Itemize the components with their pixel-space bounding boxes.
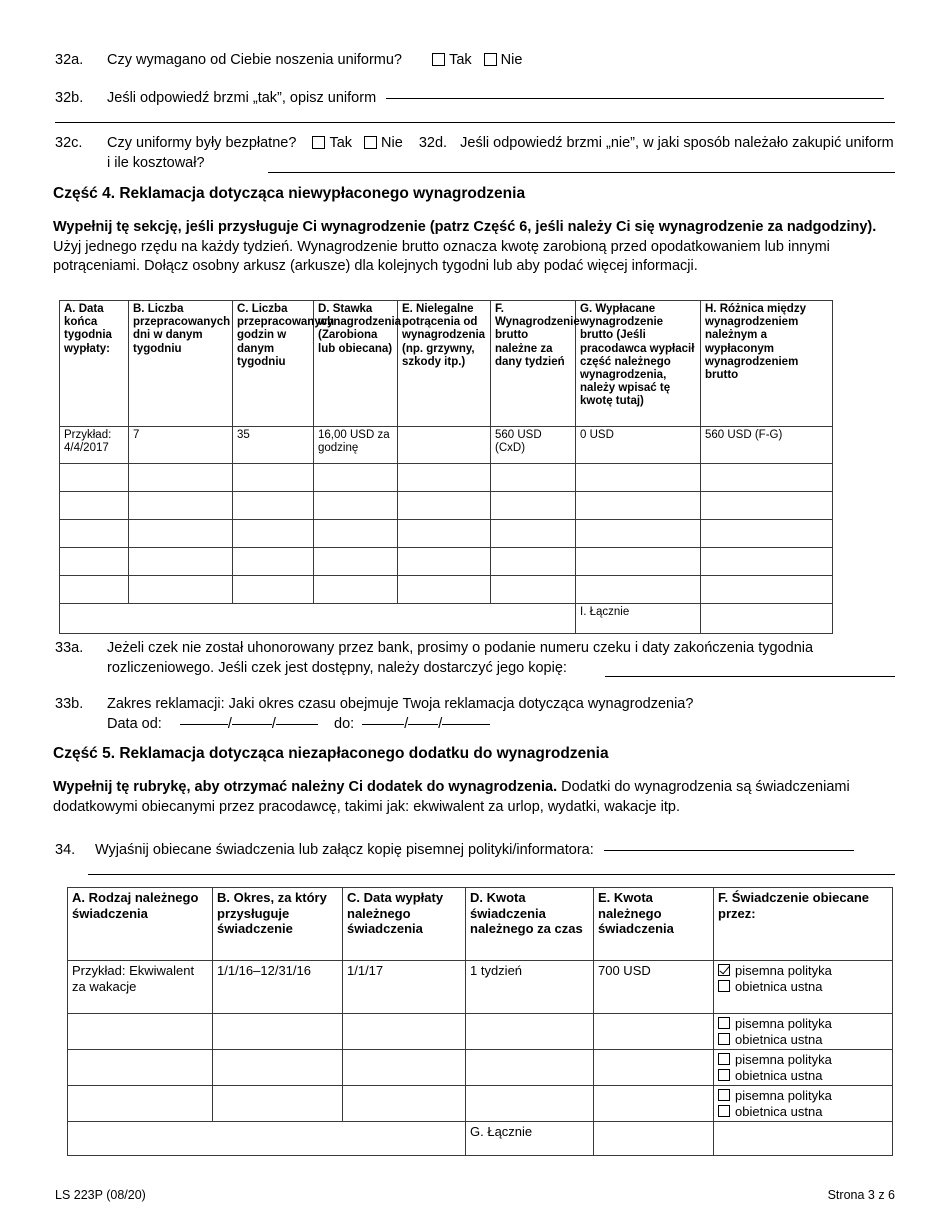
wage-example-a: Przykład: 4/4/2017 xyxy=(60,427,129,464)
date-to-year-input[interactable] xyxy=(442,724,490,725)
question-32d-number: 32d. xyxy=(418,135,448,151)
question-32b-input-line-2[interactable] xyxy=(55,122,895,123)
wage-cell[interactable] xyxy=(398,576,491,604)
wage-claim-table-row[interactable] xyxy=(60,492,833,520)
wage-cell[interactable] xyxy=(129,464,233,492)
checkbox-oral-promise-label: obietnica ustna xyxy=(735,1031,823,1047)
question-33b-body xyxy=(107,694,900,714)
question-32a-body xyxy=(107,50,895,70)
wage-col-h-header: H. Różnica między wynagrodzeniem należnym a wypłaconym wynagrodzeniem brutto xyxy=(701,301,833,427)
wage-cell[interactable] xyxy=(129,520,233,548)
wage-cell[interactable] xyxy=(491,492,576,520)
date-from-month-input[interactable] xyxy=(180,724,228,725)
supplement-cell[interactable] xyxy=(466,1050,594,1086)
supplement-col-c-header: C. Data wypłaty należnego świadczenia xyxy=(343,888,466,961)
supplement-total-label: G. Łącznie xyxy=(466,1122,594,1156)
supplement-example-period: 1/1/16–12/31/16 xyxy=(213,961,343,1014)
wage-claim-table-row[interactable] xyxy=(60,548,833,576)
supplement-col-a-header: A. Rodzaj należnego świadczenia xyxy=(68,888,213,961)
checkbox-oral-promise-label: obietnica ustna xyxy=(735,1103,823,1119)
question-33a-input-line[interactable] xyxy=(605,676,895,677)
supplement-cell[interactable] xyxy=(466,1014,594,1050)
supplement-example-row xyxy=(68,961,893,1014)
supplement-cell[interactable] xyxy=(466,1086,594,1122)
date-from-label: Data od: xyxy=(107,716,162,732)
checkbox-written-policy-label: pisemna polityka xyxy=(735,1016,832,1031)
wage-cell[interactable] xyxy=(398,464,491,492)
wage-cell[interactable] xyxy=(233,548,314,576)
question-32b-input-line[interactable] xyxy=(386,98,884,99)
wage-cell[interactable] xyxy=(398,520,491,548)
wage-claim-table-row[interactable] xyxy=(60,576,833,604)
question-32c-row xyxy=(55,133,900,173)
wage-cell[interactable] xyxy=(491,576,576,604)
checkbox-32c-yes[interactable] xyxy=(312,136,325,149)
question-33b-text: Zakres reklamacji: Jaki okres czasu obejmuje Twoja reklamacja dotycząca wynagrodzenia? xyxy=(107,696,694,712)
supplement-example-promised-by xyxy=(714,961,893,1014)
supplement-cell[interactable] xyxy=(343,1014,466,1050)
date-from-year-input[interactable] xyxy=(276,724,318,725)
supplement-cell[interactable] xyxy=(68,1014,213,1050)
wage-cell[interactable] xyxy=(576,492,701,520)
checkbox-written-policy-line xyxy=(718,1016,888,1032)
wage-total-value[interactable] xyxy=(701,604,833,634)
supplement-example-amount-due: 700 USD xyxy=(594,961,714,1014)
supplement-promised-by xyxy=(714,1050,893,1086)
question-32c-body xyxy=(107,133,900,173)
date-to-day-input[interactable] xyxy=(408,724,438,725)
question-33a-body xyxy=(107,638,900,678)
supplement-cell[interactable] xyxy=(213,1050,343,1086)
supplement-total-value[interactable] xyxy=(594,1122,714,1156)
wage-cell[interactable] xyxy=(60,464,129,492)
supplement-cell[interactable] xyxy=(343,1086,466,1122)
wage-cell[interactable] xyxy=(314,576,398,604)
supplement-cell[interactable] xyxy=(68,1086,213,1122)
supplement-table-row[interactable] xyxy=(68,1014,893,1050)
date-to-label: do: xyxy=(334,716,355,732)
supplement-table-header-row xyxy=(68,888,893,961)
question-32b-number: 32b. xyxy=(55,90,84,106)
date-from-day-input[interactable] xyxy=(232,724,272,725)
question-33a-row xyxy=(55,638,900,678)
checkbox-oral-promise-line xyxy=(718,1032,888,1048)
wage-cell[interactable] xyxy=(701,520,833,548)
wage-cell[interactable] xyxy=(701,464,833,492)
checkbox-written-policy-label: pisemna polityka xyxy=(735,1088,832,1103)
question-32d-input-line[interactable] xyxy=(268,172,895,173)
checkbox-written-policy-example-label: pisemna polityka xyxy=(735,963,832,978)
part-4-intro xyxy=(53,218,908,277)
wage-cell[interactable] xyxy=(129,548,233,576)
supplement-cell[interactable] xyxy=(68,1050,213,1086)
wage-example-b: 7 xyxy=(129,427,233,464)
part-4-heading: Część 4. Reklamacja dotycząca niewypłaconego wynagrodzenia xyxy=(53,185,526,202)
checkbox-oral-promise[interactable] xyxy=(718,1105,730,1117)
wage-cell[interactable] xyxy=(576,464,701,492)
supplement-col-b-header: B. Okres, za który przysługuje świadczenie xyxy=(213,888,343,961)
supplement-table-row[interactable] xyxy=(68,1050,893,1086)
wage-cell[interactable] xyxy=(576,576,701,604)
wage-example-g: 0 USD xyxy=(576,427,701,464)
checkbox-written-policy-example[interactable] xyxy=(718,964,730,976)
checkbox-32a-no[interactable] xyxy=(484,53,497,66)
wage-cell[interactable] xyxy=(491,464,576,492)
wage-cell[interactable] xyxy=(129,576,233,604)
wage-cell[interactable] xyxy=(576,548,701,576)
checkbox-32c-no[interactable] xyxy=(364,136,377,149)
checkbox-oral-promise-row-example-line xyxy=(718,979,888,995)
wage-col-f-header: F. Wynagrodzenie brutto należne za dany tydzień xyxy=(491,301,576,427)
supplement-total-row xyxy=(68,1122,893,1156)
supplement-cell[interactable] xyxy=(594,1014,714,1050)
supplement-example-amount-time: 1 tydzień xyxy=(466,961,594,1014)
question-32a-row xyxy=(55,50,895,70)
supplement-promised-by xyxy=(714,1086,893,1122)
part-4-intro-bold: Wypełnij tę sekcję, jeśli przysługuje Ci wynagrodzenie (patrz Część 6, jeśli należy Ci się wynagrodzenie za nadgodziny). xyxy=(53,219,877,235)
wage-cell[interactable] xyxy=(60,492,129,520)
wage-example-e xyxy=(398,427,491,464)
part-4-intro-rest: Użyj jednego rzędu na każdy tydzień. Wynagrodzenie brutto oznacza kwotę zarobioną przed opodatkowaniem lub innymi potrąceniami. Dołącz osobny arkusz (arkusze) dla kolejnych tygodni lub aby podać więcej informacji. xyxy=(53,238,830,274)
checkbox-32a-yes-label: Tak xyxy=(449,52,472,68)
wage-col-g-header: G. Wypłacane wynagrodzenie brutto (Jeśli pracodawca wypłacił część należnego wynagrodzenia, należy wpisać tę kwotę tutaj) xyxy=(576,301,701,427)
wage-cell[interactable] xyxy=(491,520,576,548)
question-34-number: 34. xyxy=(55,842,76,858)
wage-cell[interactable] xyxy=(314,492,398,520)
question-32a-number: 32a. xyxy=(55,52,84,68)
supplement-cell[interactable] xyxy=(594,1086,714,1122)
part-5-intro-bold: Wypełnij tę rubrykę, aby otrzymać należny Ci dodatek do wynagrodzenia. xyxy=(53,779,558,795)
wage-cell[interactable] xyxy=(398,492,491,520)
wage-cell[interactable] xyxy=(233,520,314,548)
wage-cell[interactable] xyxy=(576,520,701,548)
wage-cell[interactable] xyxy=(491,548,576,576)
checkbox-written-policy-row-example-line xyxy=(718,963,888,979)
supplement-example-type: Przykład: Ekwiwalent za wakacje xyxy=(68,961,213,1014)
question-33b-number: 33b. xyxy=(55,696,84,712)
wage-cell[interactable] xyxy=(129,492,233,520)
question-32d-text: Jeśli odpowiedź brzmi „nie”, w jaki sposób należało zakupić uniform i ile kosztował? xyxy=(107,135,894,171)
supplement-claim-table xyxy=(67,887,893,1156)
wage-cell[interactable] xyxy=(701,492,833,520)
wage-claim-table-row[interactable] xyxy=(60,520,833,548)
wage-total-label: I. Łącznie xyxy=(576,604,701,634)
part-5-heading: Część 5. Reklamacja dotycząca niezapłaconego dodatku do wynagrodzenia xyxy=(53,745,609,762)
wage-cell[interactable] xyxy=(60,548,129,576)
question-32a-text: Czy wymagano od Ciebie noszenia uniformu? xyxy=(107,52,402,68)
part-5-intro-rest: Dodatki do wynagrodzenia są świadczeniami dodatkowymi obiecanymi przez pracodawcę, takimi jak: ekwiwalent za urlop, wydatki, wakacje itp. xyxy=(53,779,850,815)
wage-cell[interactable] xyxy=(233,492,314,520)
question-32b-row xyxy=(55,88,895,108)
supplement-col-d-header: D. Kwota świadczenia należnego za czas xyxy=(466,888,594,961)
date-to-month-input[interactable] xyxy=(362,724,404,725)
wage-cell[interactable] xyxy=(701,548,833,576)
question-34-text: Wyjaśnij obiecane świadczenia lub załącz kopię pisemnej polityki/informatora: xyxy=(95,842,594,858)
checkbox-written-policy-line xyxy=(718,1052,888,1068)
question-33a-number: 33a. xyxy=(55,640,84,656)
supplement-col-f-header: F. Świadczenie obiecane przez: xyxy=(714,888,893,961)
wage-cell[interactable] xyxy=(233,576,314,604)
checkbox-written-policy-line xyxy=(718,1088,888,1104)
question-34-input-line-2[interactable] xyxy=(88,874,895,875)
question-32c-number: 32c. xyxy=(55,135,83,151)
wage-example-f: 560 USD (CxD) xyxy=(491,427,576,464)
checkbox-oral-promise-example-label: obietnica ustna xyxy=(735,978,823,994)
checkbox-oral-promise-line xyxy=(718,1068,888,1084)
question-32c-text: Czy uniformy były bezpłatne? xyxy=(107,135,297,151)
wage-col-a-header: A. Data końca tygodnia wypłaty: xyxy=(60,301,129,427)
wage-cell[interactable] xyxy=(314,520,398,548)
wage-claim-table xyxy=(59,300,833,634)
wage-col-c-header: C. Liczba przepracowanych godzin w danym tygodniu xyxy=(233,301,314,427)
supplement-col-e-header: E. Kwota należnego świadczenia xyxy=(594,888,714,961)
wage-claim-table-header-row xyxy=(60,301,833,427)
wage-cell[interactable] xyxy=(314,464,398,492)
question-32b-text: Jeśli odpowiedź brzmi „tak”, opisz uniform xyxy=(107,90,377,106)
wage-cell[interactable] xyxy=(314,548,398,576)
wage-example-c: 35 xyxy=(233,427,314,464)
checkbox-32c-no-label: Nie xyxy=(381,135,403,151)
question-32b-body xyxy=(107,88,895,108)
checkbox-32a-yes[interactable] xyxy=(432,53,445,66)
wage-col-b-header: B. Liczba przepracowanych dni w danym tygodniu xyxy=(129,301,233,427)
checkbox-oral-promise-example[interactable] xyxy=(718,980,730,992)
supplement-cell[interactable] xyxy=(213,1086,343,1122)
page-footer xyxy=(55,1188,895,1202)
question-33a-text: Jeżeli czek nie został uhonorowany przez bank, prosimy o podanie numeru czeku i daty zakończenia tygodnia rozliczeniowego. Jeśli czek jest dostępny, należy dostarczyć jego kopię: xyxy=(107,640,814,676)
checkbox-oral-promise-line xyxy=(718,1104,888,1120)
question-34-input-line[interactable] xyxy=(604,850,854,851)
wage-cell[interactable] xyxy=(398,548,491,576)
wage-cell[interactable] xyxy=(60,576,129,604)
wage-cell[interactable] xyxy=(701,576,833,604)
checkbox-32a-no-label: Nie xyxy=(500,52,523,68)
wage-cell[interactable] xyxy=(60,520,129,548)
question-33b-row xyxy=(55,694,900,714)
checkbox-oral-promise[interactable] xyxy=(718,1069,730,1081)
question-34-row xyxy=(55,840,900,860)
checkbox-32c-yes-label: Tak xyxy=(329,135,353,151)
wage-example-d: 16,00 USD za godzinę xyxy=(314,427,398,464)
part-5-intro xyxy=(53,778,898,817)
wage-claim-table-row[interactable] xyxy=(60,464,833,492)
wage-claim-total-row xyxy=(60,604,833,634)
question-33b-date-range: Data od: / / do: / / xyxy=(107,714,490,734)
checkbox-written-policy[interactable] xyxy=(718,1053,730,1065)
wage-example-h: 560 USD (F-G) xyxy=(701,427,833,464)
supplement-example-date: 1/1/17 xyxy=(343,961,466,1014)
supplement-cell[interactable] xyxy=(343,1050,466,1086)
checkbox-oral-promise[interactable] xyxy=(718,1033,730,1045)
checkbox-oral-promise-label: obietnica ustna xyxy=(735,1067,823,1083)
page-number: Strona 3 z 6 xyxy=(827,1188,895,1202)
supplement-cell[interactable] xyxy=(594,1050,714,1086)
supplement-cell[interactable] xyxy=(213,1014,343,1050)
supplement-table-row[interactable] xyxy=(68,1086,893,1122)
wage-col-e-header: E. Nielegalne potrącenia od wynagrodzenia (np. grzywny, szkody itp.) xyxy=(398,301,491,427)
wage-col-d-header: D. Stawka wynagrodzenia (Zarobiona lub obiecana) xyxy=(314,301,398,427)
wage-claim-example-row xyxy=(60,427,833,464)
form-id: LS 223P (08/20) xyxy=(55,1188,146,1202)
wage-cell[interactable] xyxy=(233,464,314,492)
checkbox-written-policy[interactable] xyxy=(718,1089,730,1101)
checkbox-written-policy[interactable] xyxy=(718,1017,730,1029)
question-34-body xyxy=(95,840,900,860)
checkbox-written-policy-label: pisemna polityka xyxy=(735,1052,832,1067)
supplement-promised-by xyxy=(714,1014,893,1050)
